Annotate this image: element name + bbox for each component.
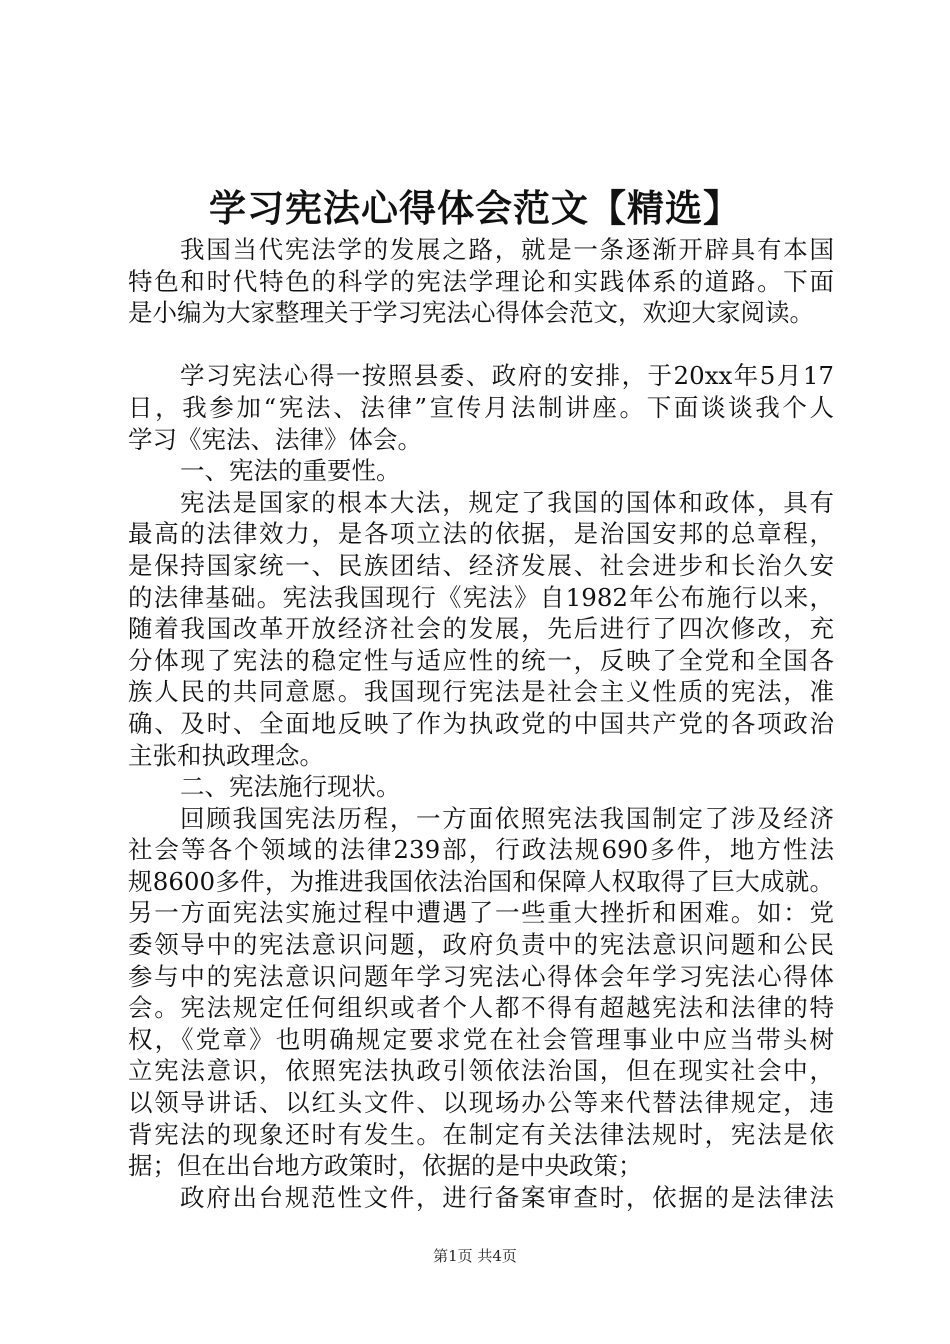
text-line: 最高的法律效力，是各项立法的依据，是治国安邦的总章程， (128, 519, 834, 549)
text-line: 以领导讲话、以红头文件、以现场办公等来代替法律规定，违 (128, 1088, 834, 1118)
text-line: 权，《党章》也明确规定要求党在社会管理事业中应当带头树 (128, 1024, 834, 1054)
text-line: 日，我参加“宪法、法律”宣传月法制讲座。下面谈谈我个人 (128, 392, 834, 422)
text-line: 学习宪法心得一按照县委、政府的安排，于20xx年5月17 (180, 361, 834, 391)
text-line: 规8600多件，为推进我国依法治国和保障人权取得了巨大成就。 (128, 866, 834, 896)
text-line: 学习《宪法、法律》体会。 (128, 424, 422, 454)
text-line: 据；但在出台地方政策时，依据的是中央政策； (128, 1151, 643, 1181)
text-line: 政府出台规范性文件，进行备案审查时，依据的是法律法 (180, 1182, 834, 1212)
text-line: 委领导中的宪法意识问题，政府负责中的宪法意识问题和公民 (128, 930, 834, 960)
document-body (128, 234, 834, 1213)
page-footer: 第1页 共4页 (433, 1247, 517, 1265)
text-line: 族人民的共同意愿。我国现行宪法是社会主义性质的宪法，准 (128, 677, 834, 707)
text-line: 另一方面宪法实施过程中遭遇了一些重大挫折和困难。如：党 (128, 898, 834, 928)
text-line: 社会等各个领域的法律239部，行政法规690多件，地方性法 (128, 835, 834, 865)
text-line: 宪法是国家的根本大法，规定了我国的国体和政体，具有 (180, 487, 834, 517)
text-line: 我国当代宪法学的发展之路，就是一条逐渐开辟具有本国 (180, 235, 834, 264)
text-line: 背宪法的现象还时有发生。在制定有关法律法规时，宪法是依 (128, 1119, 834, 1149)
text-line: 会。宪法规定任何组织或者个人都不得有超越宪法和法律的特 (128, 993, 834, 1023)
text-line: 的法律基础。宪法我国现行《宪法》自1982年公布施行以来， (128, 582, 834, 612)
text-line: 特色和时代特色的科学的宪法学理论和实践体系的道路。下面 (128, 266, 834, 296)
text-line: 是小编为大家整理关于学习宪法心得体会范文，欢迎大家阅读。 (128, 298, 814, 328)
blank-line (128, 329, 834, 361)
text-line: 分体现了宪法的稳定性与适应性的统一，反映了全党和全国各 (128, 645, 834, 675)
text-line: 一、宪法的重要性。 (180, 456, 401, 486)
document-title: 学习宪法心得体会范文【精选】 (209, 186, 741, 230)
text-line: 回顾我国宪法历程，一方面依照宪法我国制定了涉及经济 (180, 803, 834, 833)
text-line: 主张和执政理念。 (128, 740, 324, 770)
text-line: 是保持国家统一、民族团结、经济发展、社会进步和长治久安 (128, 550, 834, 580)
text-line: 随着我国改革开放经济社会的发展，先后进行了四次修改，充 (128, 614, 834, 644)
text-line: 立宪法意识，依照宪法执政引领依法治国，但在现实社会中， (128, 1056, 834, 1086)
text-line: 确、及时、全面地反映了作为执政党的中国共产党的各项政治 (128, 708, 834, 738)
text-line: 参与中的宪法意识问题年学习宪法心得体会年学习宪法心得体 (128, 961, 834, 991)
text-line: 二、宪法施行现状。 (180, 772, 401, 802)
